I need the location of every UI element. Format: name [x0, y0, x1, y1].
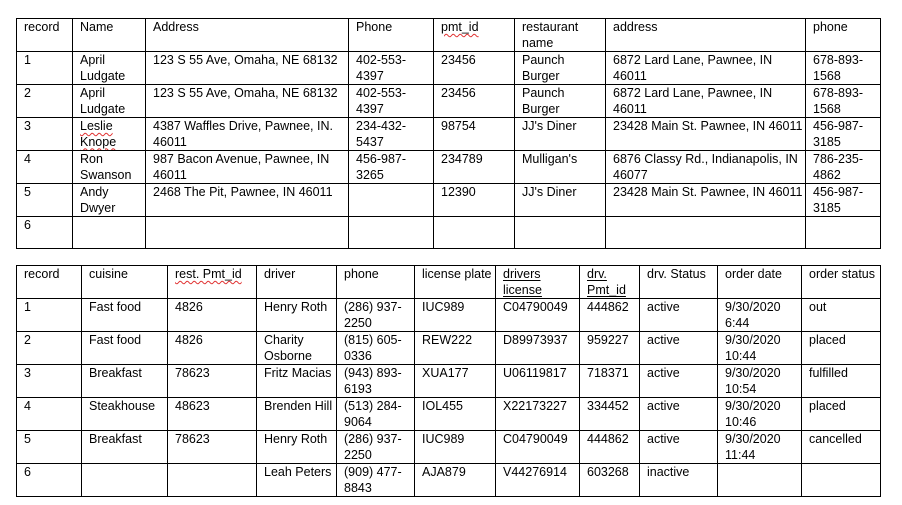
cell-phone: (286) 937-2250 — [337, 299, 415, 332]
cell-drv-pmt-id: 603268 — [580, 464, 640, 497]
table-row — [17, 118, 881, 151]
cell-drv-status: active — [640, 431, 718, 464]
cell-record: 5 — [17, 431, 82, 464]
cell-drv-pmt-id: 334452 — [580, 398, 640, 431]
cell-pmt-id — [434, 217, 515, 249]
cell-license-plate: AJA879 — [415, 464, 496, 497]
cell-rest-pmt-id: 78623 — [168, 431, 257, 464]
cell-drivers-license: V44276914 — [496, 464, 580, 497]
cell-record: 3 — [17, 118, 73, 151]
cell-restaurant-phone: 456-987-3185 — [806, 118, 881, 151]
header-name: Name — [73, 19, 146, 52]
cell-phone: (943) 893-6193 — [337, 365, 415, 398]
cell-drivers-license: C04790049 — [496, 431, 580, 464]
header-pmt-id — [434, 19, 515, 52]
cell-phone: 456-987-3265 — [349, 151, 434, 184]
cell-record: 2 — [17, 85, 73, 118]
cell-driver: Henry Roth — [257, 299, 337, 332]
cell-order-date — [718, 464, 802, 497]
cell-phone: (286) 937-2250 — [337, 431, 415, 464]
cell-driver: Henry Roth — [257, 431, 337, 464]
cell-order-date: 9/30/2020 10:44 — [718, 332, 802, 365]
cell-order-status: fulfilled — [802, 365, 881, 398]
cell-drv-pmt-id: 444862 — [580, 431, 640, 464]
table-row — [17, 398, 881, 431]
table-header-row — [17, 266, 881, 299]
cell-address: 987 Bacon Avenue, Pawnee, IN 46011 — [146, 151, 349, 184]
cell-address — [146, 217, 349, 249]
cell-rest-pmt-id — [168, 464, 257, 497]
cell-order-date: 9/30/2020 10:46 — [718, 398, 802, 431]
header-restaurant-name: restaurant name — [515, 19, 606, 52]
cell-drivers-license: D89973937 — [496, 332, 580, 365]
cell-drv-status: active — [640, 365, 718, 398]
table-header-row — [17, 19, 881, 52]
cell-name — [73, 118, 146, 151]
cell-record: 1 — [17, 52, 73, 85]
table-row — [17, 431, 881, 464]
cell-restaurant-address: 6872 Lard Lane, Pawnee, IN 46011 — [606, 52, 806, 85]
cell-driver: Charity Osborne — [257, 332, 337, 365]
cell-cuisine: Breakfast — [82, 431, 168, 464]
cell-restaurant-phone: 678-893-1568 — [806, 52, 881, 85]
cell-phone: (513) 284-9064 — [337, 398, 415, 431]
header-order-status: order status — [802, 266, 881, 299]
cell-driver: Leah Peters — [257, 464, 337, 497]
cell-pmt-id: 23456 — [434, 52, 515, 85]
customer-order-table — [16, 18, 881, 249]
header-restaurant-phone: phone — [806, 19, 881, 52]
header-restaurant-address: address — [606, 19, 806, 52]
table-row — [17, 299, 881, 332]
cell-phone — [349, 217, 434, 249]
header-drivers-license — [496, 266, 580, 299]
cell-order-date: 9/30/2020 6:44 — [718, 299, 802, 332]
table-row — [17, 52, 881, 85]
header-cuisine: cuisine — [82, 266, 168, 299]
cell-order-status: cancelled — [802, 431, 881, 464]
header-drv-status: drv. Status — [640, 266, 718, 299]
cell-cuisine: Fast food — [82, 299, 168, 332]
cell-pmt-id: 234789 — [434, 151, 515, 184]
cell-restaurant-phone: 786-235-4862 — [806, 151, 881, 184]
cell-restaurant-phone: 456-987-3185 — [806, 184, 881, 217]
cell-cuisine — [82, 464, 168, 497]
cell-restaurant-name: JJ's Diner — [515, 184, 606, 217]
header-phone: phone — [337, 266, 415, 299]
cell-drivers-license: X22173227 — [496, 398, 580, 431]
cell-license-plate: IUC989 — [415, 431, 496, 464]
cell-restaurant-name: JJ's Diner — [515, 118, 606, 151]
header-address: Address — [146, 19, 349, 52]
cell-drv-status: active — [640, 332, 718, 365]
cell-order-date: 9/30/2020 11:44 — [718, 431, 802, 464]
table-row — [17, 217, 881, 249]
cell-phone: 234-432-5437 — [349, 118, 434, 151]
cell-drv-status: active — [640, 299, 718, 332]
header-drv-pmt-id — [580, 266, 640, 299]
cell-restaurant-name — [515, 217, 606, 249]
cell-order-status: placed — [802, 332, 881, 365]
cell-record: 5 — [17, 184, 73, 217]
cell-phone: (909) 477-8843 — [337, 464, 415, 497]
cell-name: April Ludgate — [73, 85, 146, 118]
header-order-date: order date — [718, 266, 802, 299]
header-rest-pmt-id — [168, 266, 257, 299]
cell-record: 3 — [17, 365, 82, 398]
cell-name — [73, 217, 146, 249]
cell-drv-status: active — [640, 398, 718, 431]
delivery-table — [16, 265, 881, 497]
cell-drv-pmt-id: 959227 — [580, 332, 640, 365]
table-row — [17, 151, 881, 184]
cell-rest-pmt-id: 4826 — [168, 332, 257, 365]
cell-drv-status: inactive — [640, 464, 718, 497]
table-row — [17, 332, 881, 365]
cell-restaurant-name: Mulligan's — [515, 151, 606, 184]
table-row — [17, 85, 881, 118]
cell-drv-pmt-id: 718371 — [580, 365, 640, 398]
cell-order-status — [802, 464, 881, 497]
cell-restaurant-address — [606, 217, 806, 249]
cell-rest-pmt-id: 4826 — [168, 299, 257, 332]
header-record: record — [17, 19, 73, 52]
cell-pmt-id: 98754 — [434, 118, 515, 151]
cell-phone: 402-553-4397 — [349, 85, 434, 118]
cell-license-plate: IUC989 — [415, 299, 496, 332]
cell-restaurant-name: Paunch Burger — [515, 52, 606, 85]
cell-rest-pmt-id: 78623 — [168, 365, 257, 398]
cell-phone: 402-553-4397 — [349, 52, 434, 85]
cell-phone: (815) 605-0336 — [337, 332, 415, 365]
cell-restaurant-phone — [806, 217, 881, 249]
cell-order-status: placed — [802, 398, 881, 431]
cell-restaurant-phone: 678-893-1568 — [806, 85, 881, 118]
cell-order-status: out — [802, 299, 881, 332]
table-row — [17, 184, 881, 217]
cell-drivers-license: C04790049 — [496, 299, 580, 332]
header-rest-pmt-id-text: rest. Pmt_id — [175, 267, 242, 281]
cell-driver: Fritz Macias — [257, 365, 337, 398]
cell-address: 123 S 55 Ave, Omaha, NE 68132 — [146, 85, 349, 118]
cell-rest-pmt-id: 48623 — [168, 398, 257, 431]
cell-pmt-id: 23456 — [434, 85, 515, 118]
cell-cuisine: Breakfast — [82, 365, 168, 398]
cell-restaurant-address: 6872 Lard Lane, Pawnee, IN 46011 — [606, 85, 806, 118]
cell-name: April Ludgate — [73, 52, 146, 85]
cell-address: 123 S 55 Ave, Omaha, NE 68132 — [146, 52, 349, 85]
header-license-plate: license plate — [415, 266, 496, 299]
cell-restaurant-name: Paunch Burger — [515, 85, 606, 118]
cell-license-plate: XUA177 — [415, 365, 496, 398]
cell-order-date: 9/30/2020 10:54 — [718, 365, 802, 398]
cell-record: 4 — [17, 151, 73, 184]
cell-record: 4 — [17, 398, 82, 431]
cell-restaurant-address: 23428 Main St. Pawnee, IN 46011 — [606, 118, 806, 151]
cell-drivers-license: U06119817 — [496, 365, 580, 398]
header-record: record — [17, 266, 82, 299]
cell-name: Andy Dwyer — [73, 184, 146, 217]
header-pmt-id-text: pmt_id — [441, 20, 479, 34]
header-driver: driver — [257, 266, 337, 299]
cell-drv-pmt-id: 444862 — [580, 299, 640, 332]
cell-name-text: Leslie Knope — [80, 119, 117, 149]
cell-phone — [349, 184, 434, 217]
cell-record: 6 — [17, 217, 73, 249]
table-row — [17, 464, 881, 497]
cell-restaurant-address: 23428 Main St. Pawnee, IN 46011 — [606, 184, 806, 217]
header-drivers-license-text: drivers license — [503, 267, 542, 297]
cell-license-plate: REW222 — [415, 332, 496, 365]
cell-pmt-id: 12390 — [434, 184, 515, 217]
header-drv-pmt-id-text: drv. Pmt_id — [587, 267, 626, 297]
cell-driver: Brenden Hill — [257, 398, 337, 431]
cell-restaurant-address: 6876 Classy Rd., Indianapolis, IN 46077 — [606, 151, 806, 184]
cell-name: Ron Swanson — [73, 151, 146, 184]
table-row — [17, 365, 881, 398]
cell-record: 6 — [17, 464, 82, 497]
cell-cuisine: Fast food — [82, 332, 168, 365]
cell-address: 2468 The Pit, Pawnee, IN 46011 — [146, 184, 349, 217]
cell-record: 1 — [17, 299, 82, 332]
header-phone: Phone — [349, 19, 434, 52]
cell-license-plate: IOL455 — [415, 398, 496, 431]
cell-cuisine: Steakhouse — [82, 398, 168, 431]
cell-address: 4387 Waffles Drive, Pawnee, IN. 46011 — [146, 118, 349, 151]
cell-record: 2 — [17, 332, 82, 365]
